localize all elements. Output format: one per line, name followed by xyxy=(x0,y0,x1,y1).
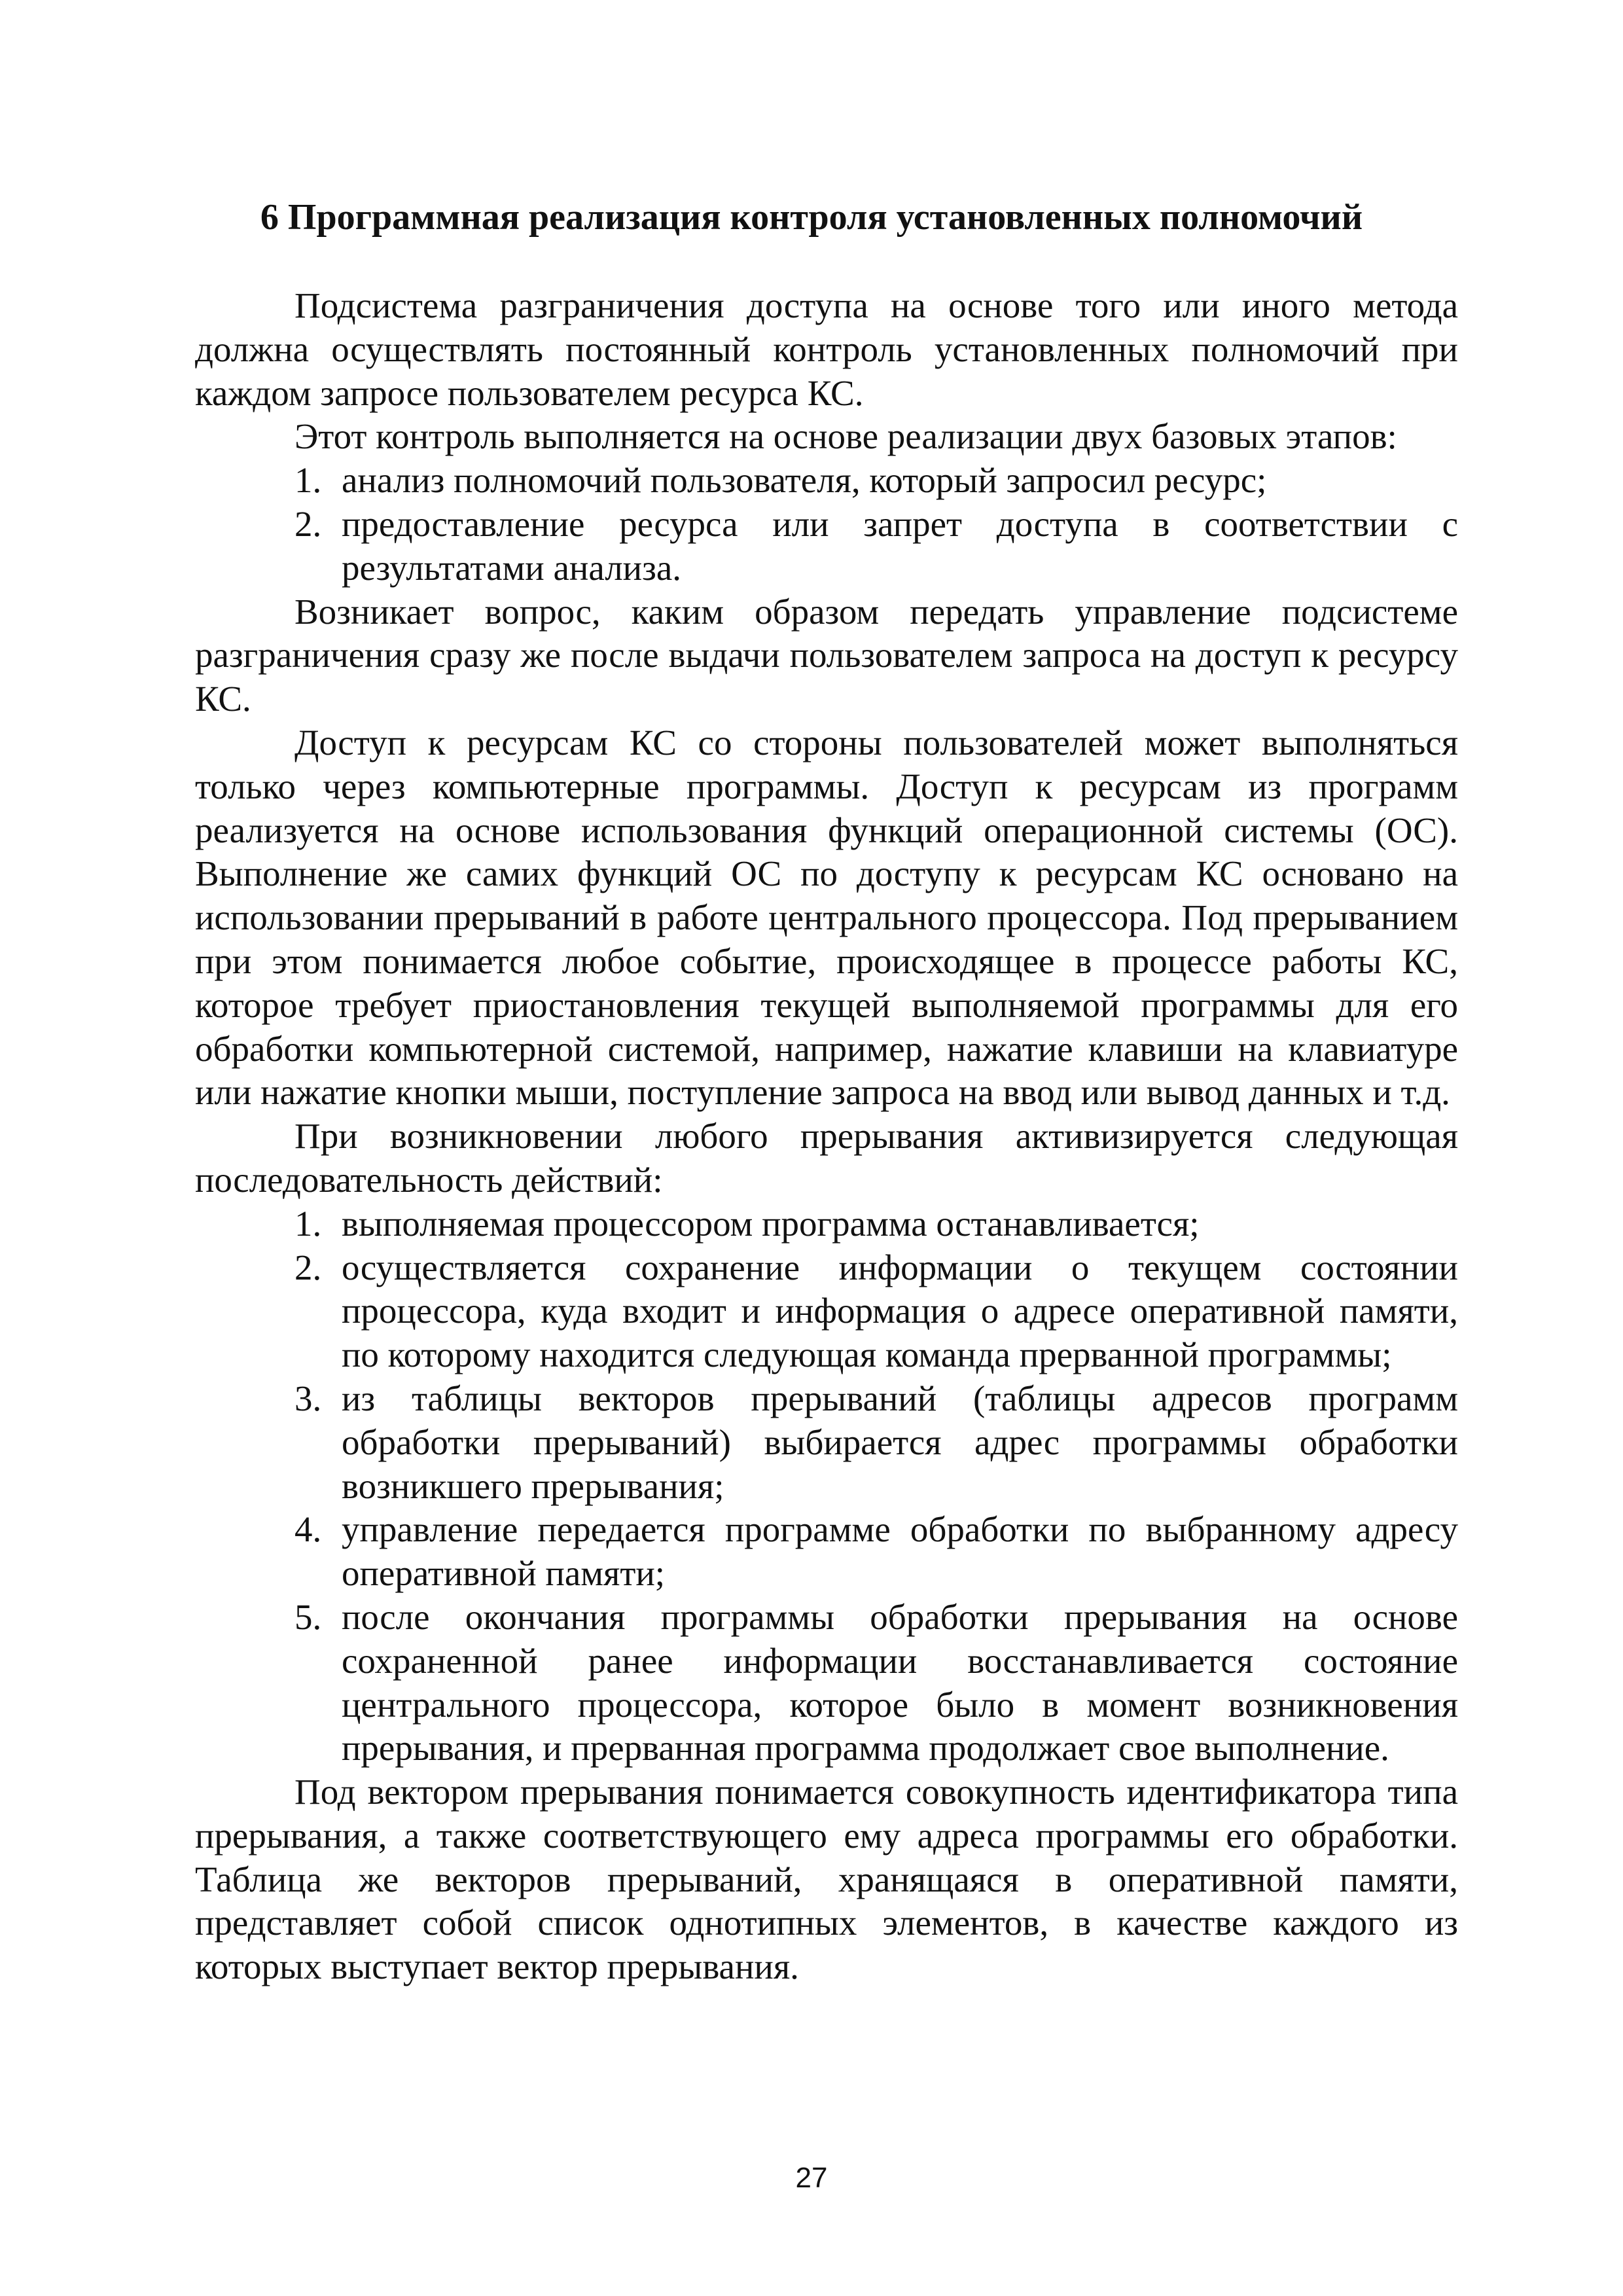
list-item xyxy=(195,459,1458,503)
list-item-text: управление передается программе обработки по выбранному адресу оперативной памяти; xyxy=(342,1509,1458,1594)
paragraph-interrupts: Доступ к ресурсам КС со стороны пользователей может выполняться только через компьютерные программы. Доступ к ресурсам из программ реализуется на основе использования функций операционной системы (ОС). Выполнение же самих функций ОС по доступу к ресурсам КС основано на использовании прерываний в работе центрального процессора. Под прерыванием при этом понимается любое событие, происходящее в процессе работы КС, которое требует приостановления текущей выполняемой программы для его обработки компьютерной системой, например, нажатие клавиши на клавиатуре или нажатие кнопки мыши, поступление запроса на ввод или вывод данных и т.д. xyxy=(195,722,1458,1113)
list-item xyxy=(195,503,1458,590)
list-item-text: выполняемая процессором программа останавливается; xyxy=(342,1203,1200,1244)
body-text xyxy=(195,284,1458,1989)
list-item-number: 2. xyxy=(294,503,322,544)
section-heading: 6 Программная реализация контроля установленных полномочий xyxy=(260,197,1363,238)
list-item xyxy=(195,1202,1458,1246)
page-number: 27 xyxy=(795,2162,828,2194)
list-item-text: из таблицы векторов прерываний (таблицы адресов программ обработки прерываний) выбирается адрес программы обработки возникшего прерывания; xyxy=(342,1378,1458,1506)
list-item-number: 1. xyxy=(294,1203,322,1244)
list-item-text: после окончания программы обработки прерывания на основе сохраненной ранее информации восстанавливается состояние центрального процессора, которое было в момент возникновения прерывания, и прерванная программа продолжает свое выполнение. xyxy=(342,1596,1458,1768)
list-item-number: 5. xyxy=(294,1596,322,1637)
list-item-number: 1. xyxy=(294,460,322,501)
list-item xyxy=(195,1596,1458,1770)
paragraph-intro: Подсистема разграничения доступа на основе того или иного метода должна осуществлять постоянный контроль установленных полномочий при каждом запросе пользователем ресурса КС. xyxy=(195,285,1458,413)
list-item-text: осуществляется сохранение информации о текущем состоянии процессора, куда входит и информация о адресе оперативной памяти, по которому находится следующая команда прерванной программы; xyxy=(342,1247,1458,1375)
list-item xyxy=(195,1246,1458,1377)
list-item-number: 4. xyxy=(294,1509,322,1550)
paragraph-question: Возникает вопрос, каким образом передать управление подсистеме разграничения сразу же после выдачи пользователем запроса на доступ к ресурсу КС. xyxy=(195,591,1458,719)
list-item-text: предоставление ресурса или запрет доступа в соответствии с результатами анализа. xyxy=(342,503,1458,588)
list-item xyxy=(195,1377,1458,1508)
list-item-text: анализ полномочий пользователя, который запросил ресурс; xyxy=(342,460,1267,501)
list-item-number: 3. xyxy=(294,1378,322,1418)
list-item xyxy=(195,1508,1458,1596)
paragraph-vector-definition: Под вектором прерывания понимается совокупность идентификатора типа прерывания, а также соответствующего ему адреса программы его обработки. Таблица же векторов прерываний, хранящаяся в оперативной памяти, представляет собой список однотипных элементов, в качестве каждого из которых выступает вектор прерывания. xyxy=(195,1772,1458,1987)
paragraph-stages-intro: Этот контроль выполняется на основе реализации двух базовых этапов: xyxy=(294,416,1397,457)
stages-list xyxy=(195,459,1458,590)
list-item-number: 2. xyxy=(294,1247,322,1287)
actions-list xyxy=(195,1202,1458,1770)
paragraph-sequence-intro: При возникновении любого прерывания активизируется следующая последовательность действий: xyxy=(195,1116,1458,1200)
